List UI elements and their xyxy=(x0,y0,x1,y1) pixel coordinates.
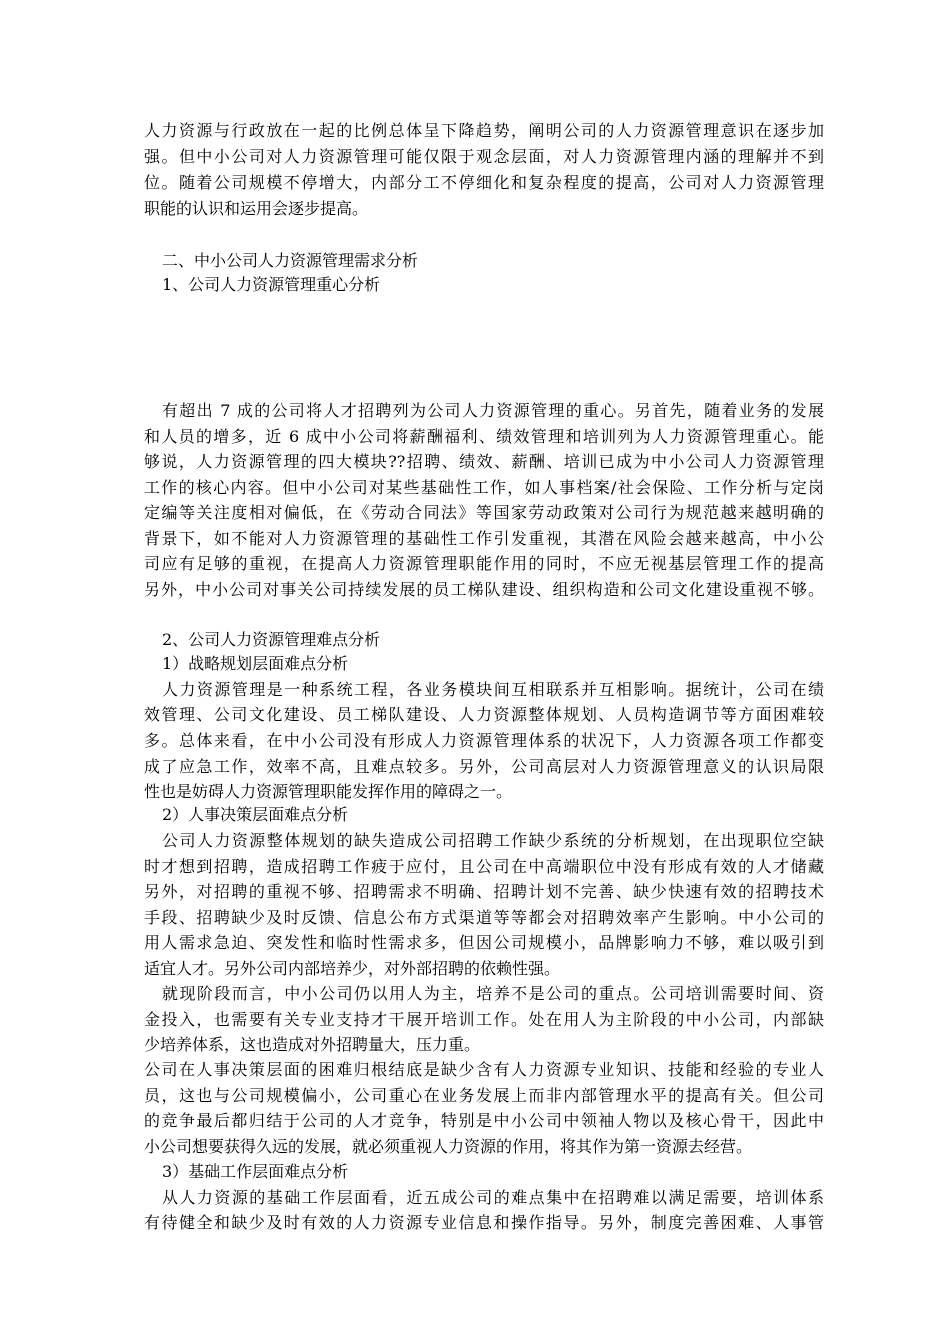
paragraph-line: 从人力资源的基础工作层面看，近五成公司的难点集中在招聘难以满足需要，培训体系 xyxy=(162,1188,824,1207)
paragraph-line: 成了应急工作，效率不高，且难点较多。另外，公司高层对人力资源管理意义的认识局限 xyxy=(144,757,824,776)
sub-heading: 3）基础工作层面难点分析 xyxy=(162,1162,349,1181)
paragraph-line: 强。但中小公司对人力资源管理可能仅限于观念层面，对人力资源管理内涵的理解并不到 xyxy=(144,147,824,166)
paragraph-line: 职能的认识和运用会逐步提高。 xyxy=(144,199,369,218)
paragraph-line: 位。随着公司规模不停增大，内部分工不停细化和复杂程度的提高，公司对人力资源管理 xyxy=(144,173,824,192)
paragraph-line: 金投入，也需要有关专业支持才干展开培训工作。处在用人为主阶段的中小公司，内部缺 xyxy=(144,1010,824,1029)
paragraph-line: 公司在人事决策层面的困难归根结底是缺少含有人力资源专业知识、技能和经验的专业人 xyxy=(144,1060,824,1079)
paragraph-line: 工作的核心内容。但中小公司对某些基础性工作，如人事档案/社会保险、工作分析与定岗 xyxy=(144,478,824,497)
paragraph-line: 员，这也与公司规模偏小，公司重心在业务发展上而非内部管理水平的提高有关。但公司 xyxy=(144,1086,824,1105)
sub-heading: 2）人事决策层面难点分析 xyxy=(162,805,349,824)
paragraph-line: 定编等关注度相对偏低，在《劳动合同法》等国家劳动政策对公司行为规范越来越明确的 xyxy=(144,503,824,522)
paragraph-line: 人力资源管理是一种系统工程，各业务模块间互相联系并互相影响。据统计，公司在绩 xyxy=(162,680,824,699)
paragraph-line: 适宜人才。另外公司内部培养少，对外部招聘的依赖性强。 xyxy=(144,959,561,978)
paragraph-line: 背景下，如不能对人力资源管理的基础性工作引发重视，其潜在风险会越来越高，中小公 xyxy=(144,529,824,548)
paragraph-line: 另外，中小公司对事关公司持续发展的员工梯队建设、组织构造和公司文化建设重视不够。 xyxy=(144,580,824,599)
paragraph-line: 手段、招聘缺少及时反馈、信息公布方式渠道等等都会对招聘效率产生影响。中小公司的 xyxy=(144,908,824,927)
paragraph-line: 够说，人力资源管理的四大模块??招聘、绩效、薪酬、培训已成为中小公司人力资源管理 xyxy=(144,452,824,471)
paragraph-line: 就现阶段而言，中小公司仍以用人为主，培养不是公司的重点。公司培训需要时间、资 xyxy=(162,984,824,1003)
paragraph-line: 的竞争最后都归结于公司的人才竞争，特别是中小公司中领袖人物以及核心骨干，因此中 xyxy=(144,1111,824,1130)
paragraph-line: 公司人力资源整体规划的缺失造成公司招聘工作缺少系统的分析规划，在出现职位空缺 xyxy=(162,831,824,850)
sub-heading: 1）战略规划层面难点分析 xyxy=(162,654,349,673)
paragraph-line: 有待健全和缺少及时有效的人力资源专业信息和操作指导。另外，制度完善困难、人事管 xyxy=(144,1213,824,1232)
paragraph-line: 时才想到招聘，造成招聘工作疲于应付，且公司在中高端职位中没有形成有效的人才储藏 xyxy=(144,857,824,876)
paragraph-line: 小公司想要获得久远的发展，就必须重视人力资源的作用，将其作为第一资源去经营。 xyxy=(144,1137,753,1156)
paragraph-line: 性也是妨碍人力资源管理职能发挥作用的障碍之一。 xyxy=(144,782,513,801)
subsection-heading: 2、公司人力资源管理难点分析 xyxy=(162,630,381,649)
paragraph-line: 和人员的增多，近 6 成中小公司将薪酬福利、绩效管理和培训列为人力资源管理重心。能 xyxy=(144,427,824,446)
paragraph-line: 少培养体系，这也造成对外招聘量大，压力重。 xyxy=(144,1035,481,1054)
section-heading: 二、中小公司人力资源管理需求分析 xyxy=(162,251,419,270)
paragraph-line: 多。总体来看，在中小公司没有形成人力资源管理体系的状况下，人力资源各项工作都变 xyxy=(144,731,824,750)
paragraph-line: 效管理、公司文化建设、员工梯队建设、人力资源整体规划、人员构造调节等方面困难较 xyxy=(144,705,824,724)
paragraph-line: 人力资源与行政放在一起的比例总体呈下降趋势，阐明公司的人力资源管理意识在逐步加 xyxy=(144,121,824,140)
paragraph-line: 有超出 7 成的公司将人才招聘列为公司人力资源管理的重心。另首先，随着业务的发展 xyxy=(162,401,824,420)
paragraph-line: 司应有足够的重视，在提高人力资源管理职能作用的同时，不应无视基层管理工作的提高 xyxy=(144,554,824,573)
paragraph-line: 另外，对招聘的重视不够、招聘需求不明确、招聘计划不完善、缺少快速有效的招聘技术 xyxy=(144,882,824,901)
paragraph-line: 用人需求急迫、突发性和临时性需求多，但因公司规模小，品牌影响力不够，难以吸引到 xyxy=(144,933,824,952)
subsection-heading: 1、公司人力资源管理重心分析 xyxy=(162,275,381,294)
